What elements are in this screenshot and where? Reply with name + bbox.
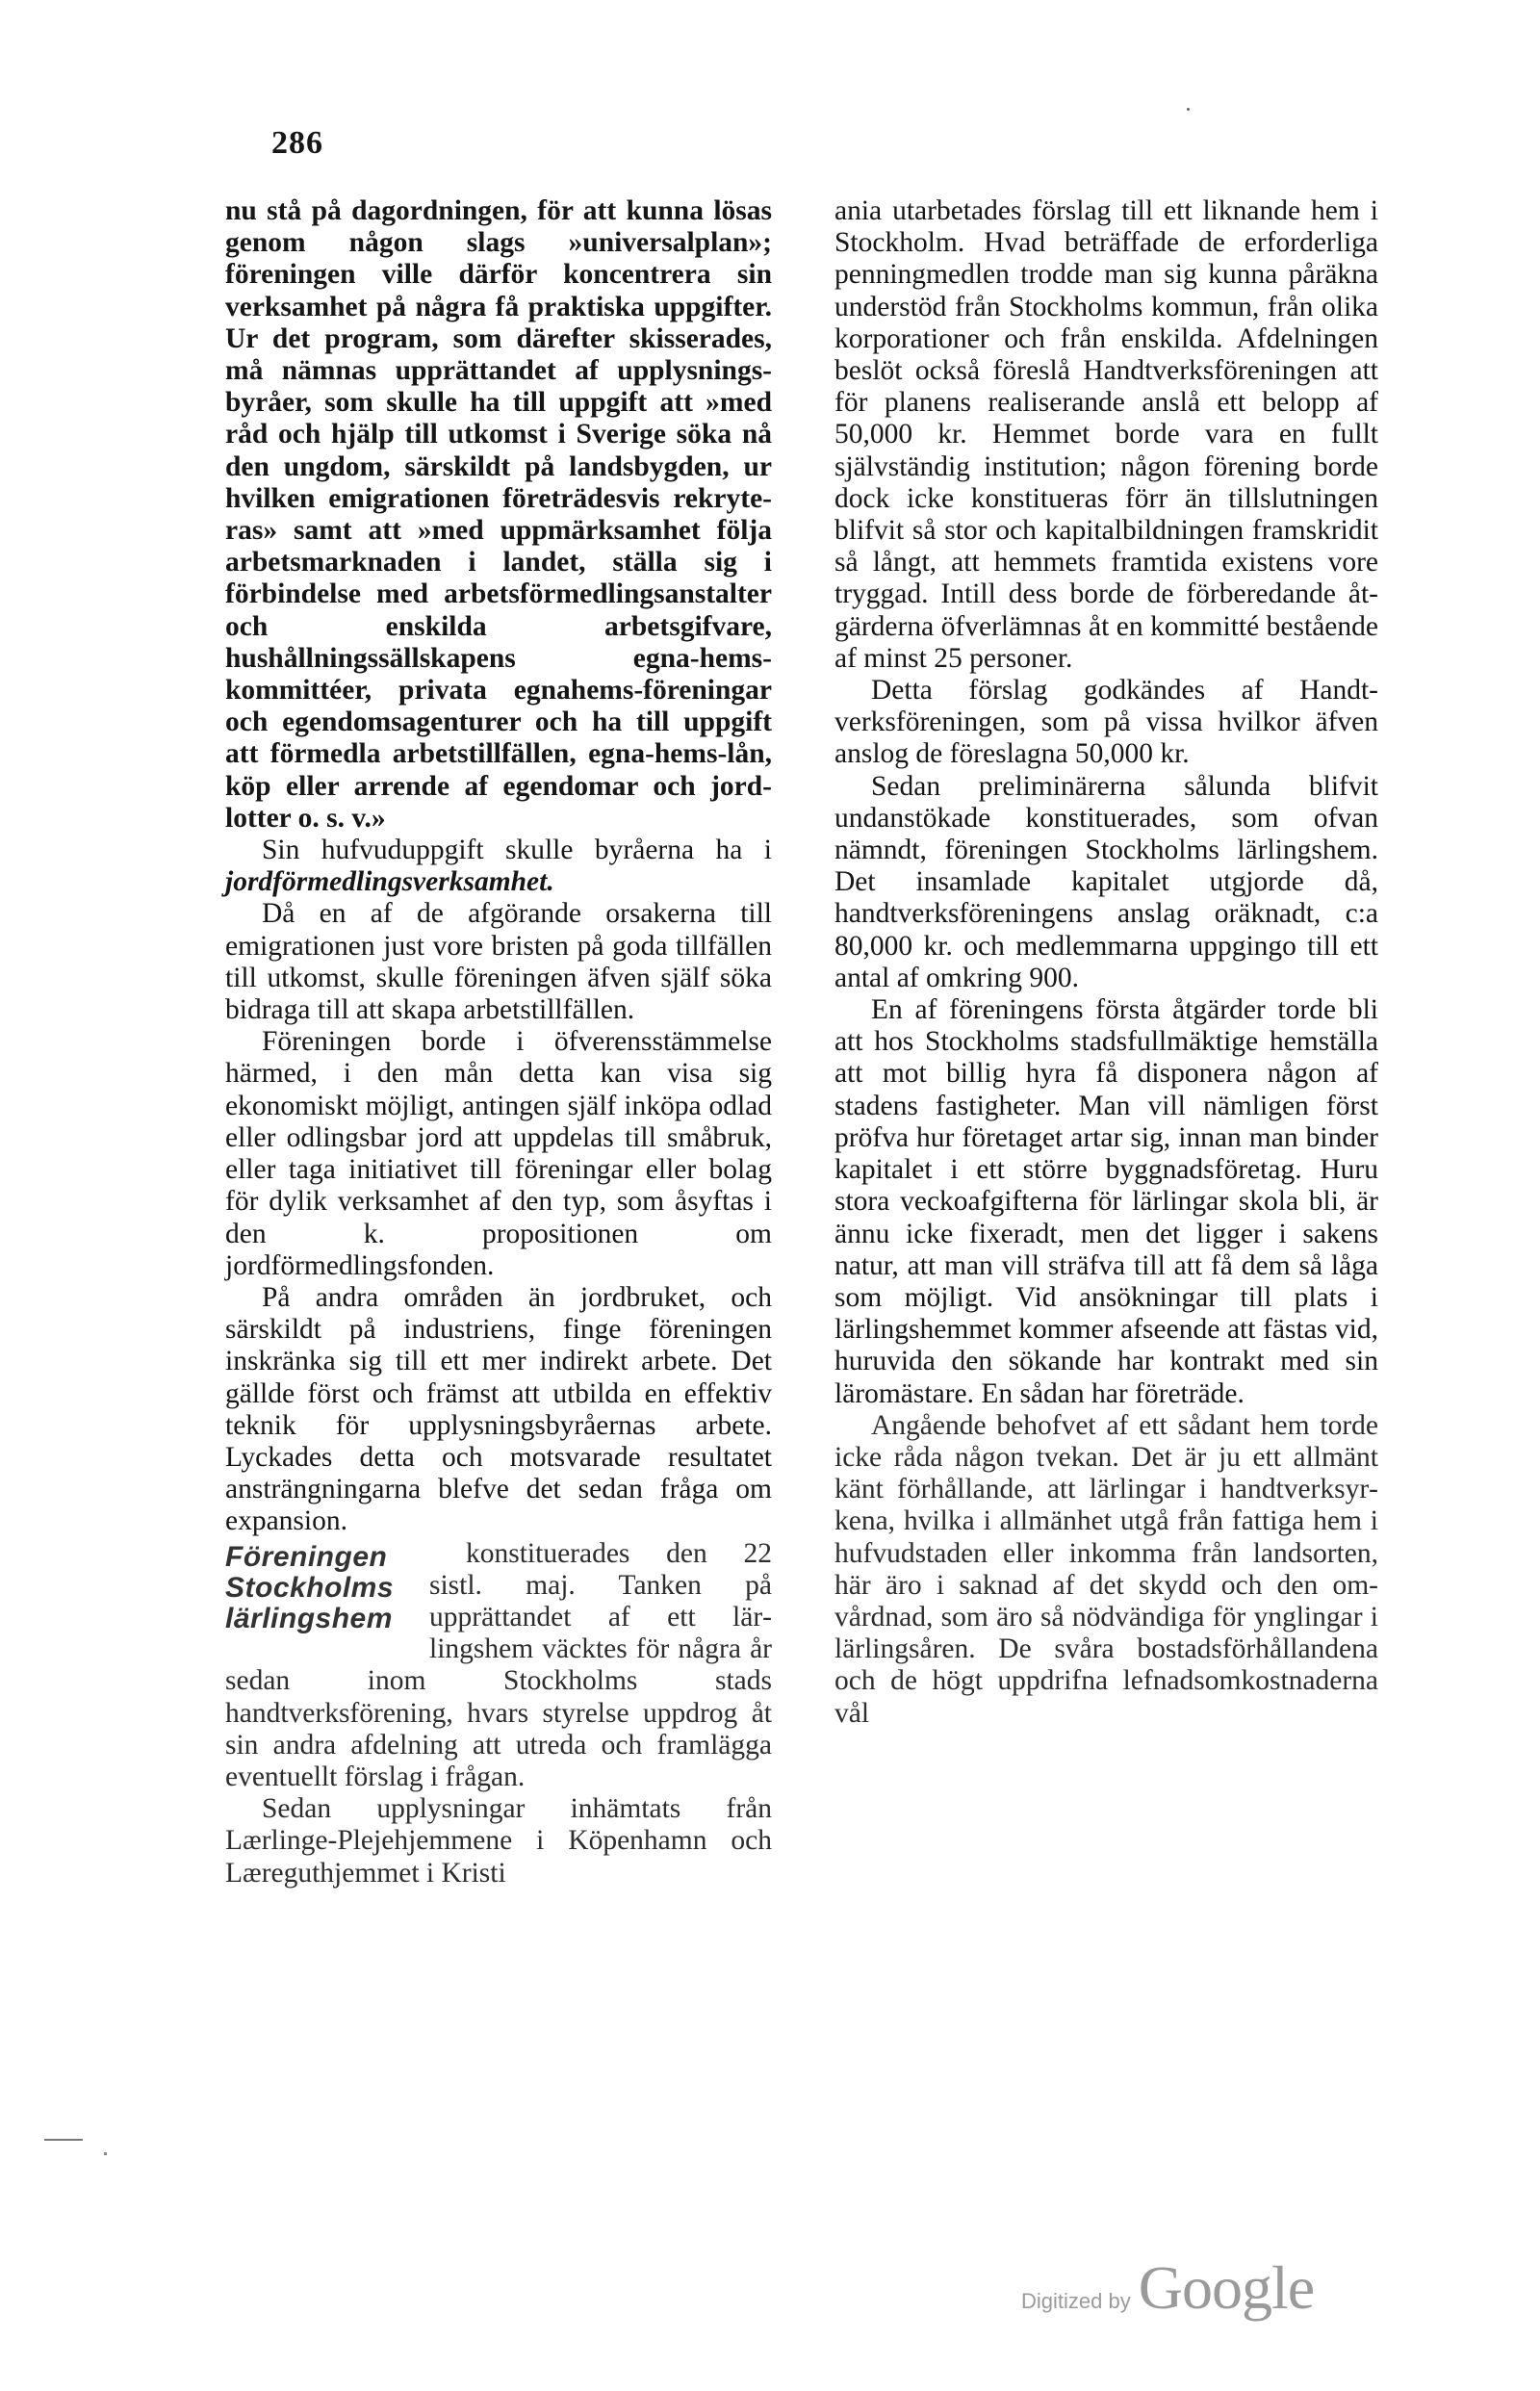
emphasis: jordförmedlingsverksamhet. [225,866,554,898]
google-logo: Google [1138,2253,1315,2322]
paragraph: nu stå på dagordningen, för att kunna lösas genom någon slags »universalplan»; föreningen ville därför koncentrera sin verksamhet på några få praktiska uppgifter. Ur det program, som därefter skisserades, må nämnas upprättandet af upplysningsbyråer, som skulle ha till uppgift att »med råd och hjälp till utkomst i Sverige söka nå den ungdom, särskildt på landsbygden, ur hvilken emigrationen företrädesvis rekryteras» samt att »med uppmärksamhet följa arbetsmarknaden i landet, ställa sig i förbindelse med arbetsförmedlingsanstalter och enskilda arbetsgifvare, hushållningssällskapens egna-hems-kommittéer, privata egnahems-föreningar och egendomsagenturer och ha till uppgift att förmedla arbetstillfällen, egna-hems-lån, köp eller arrende af egendomar och jordlotter o. s. v.» [225,195,772,834]
google-watermark [1021,2252,1314,2324]
speck [1187,108,1190,111]
paragraph: Detta förslag godkändes af Handtverksföreningen, som på vissa hvilkor äfven anslog de föreslagna 50,000 kr. [834,675,1378,770]
paragraph: Då en af de afgörande orsakerna till emigrationen just vore bristen på goda tillfällen till utkomst, skulle föreningen äfven själf söka bidraga till att skapa arbetstillfällen. [225,898,772,1026]
paragraph: Föreningen borde i öfverensstämmelse härmed, i den mån detta kan visa sig ekonomiskt möjligt, antingen själf inköpa odlad eller odlingsbar jord att uppdelas till småbruk, eller taga initiativet till föreningar eller bolag för dylik verksamhet af den typ, som åsyftas i den k. propositionen om jordförmedlingsfonden. [225,1026,772,1281]
paragraph: Sedan upplysningar inhämtats från Lærlinge-Plejehjemmene i Köpenhamn och Læreguthjemmet i Kristi [225,1793,772,1889]
margin-heading-line: Föreningen [225,1540,388,1573]
page-number: 286 [271,125,323,161]
sidenote-paragraph [225,1538,772,1794]
watermark-prefix: Digitized by [1021,2289,1131,2313]
margin-heading-line: lärlingshem [225,1602,393,1634]
scan-speck [104,2152,107,2155]
paragraph: En af föreningens första åtgärder torde bli att hos Stockholms stadsfullmäktige hemställa att mot billig hyra få disponera någon af stadens fastigheter. Man vill nämligen först pröfva hur företaget artar sig, innan man binder kapitalet i ett större byggnadsföretag. Huru stora veckoafgifterna för lärlingar skola bli, är ännu icke fixeradt, men det ligger i sakens natur, att man vill sträfva till att få dem så låga som möjligt. Vid ansökningar till plats i lärlingshemmet kommer afseende att fästas vid, huruvida den sökande har kontrakt med sin läromästare. En sådan har företräde. [834,994,1378,1409]
margin-heading-line: Stockholms [225,1571,395,1604]
paragraph: Angående behofvet af ett sådant hem torde icke råda någon tvekan. Det är ju ett allmänt känt förhållande, att lärlingar i handtverksyrkena, hvilka i allmänhet utgå från fattiga hem i hufvudstaden eller inkomma från landsorten, här äro i saknad af det skydd och den omvårdnad, som äro så nödvändiga för ynglingar i lärlingsåren. De svåra bostadsförhållandena och de högt uppdrifna lefnadsomkostnaderna vål [834,1409,1378,1729]
right-column [834,195,1378,1730]
text-run: Sin hufvuduppgift skulle byråerna ha i [262,835,772,866]
paragraph [225,835,772,898]
paragraph: Sedan preliminärerna sålunda blifvit undanstökade konstituerades, som ofvan nämndt, föreningen Stockholms lärlingshem. Det insamlade kapitalet utgjorde då, handtverksföreningens anslag oräknadt, c:a 80,000 kr. och medlemmarna uppgingo till ett antal af omkring 900. [834,770,1378,993]
paragraph: På andra områden än jordbruket, och särskildt på industriens, finge föreningen inskränka sig till ett mer indirekt arbete. Det gällde först och främst att utbilda en effektiv teknik för upplysningsbyråernas arbete. Lyckades detta och motsvarade resultatet ansträngningarna blefve det sedan fråga om expansion. [225,1281,772,1537]
left-column [225,195,772,1890]
paragraph: ania utarbetades förslag till ett liknande hem i Stockholm. Hvad beträffade de erforderliga penningmedlen trodde man sig kunna påräkna understöd från Stockholms kommun, från olika korporationer och från enskilda. Afdelningen beslöt också föreslå Handtverksföreningen att för planens realiserande anslå ett belopp af 50,000 kr. Hemmet borde vara en fullt självständig institution; någon förening borde dock icke konstitueras förr än tillslutningen blifvit så stor och kapitalbildningen framskridit så långt, att hemmets framtida existens vore tryggad. Intill dess borde de förberedande åtgärderna öfverlämnas åt en kommitté bestående af minst 25 personer. [834,195,1378,674]
paragraph: konstituerades den 22 sistl. maj. Tanken på upprättandet af ett lärlingshem väcktes för några år sedan inom Stockholms stads handtverksförening, hvars styrelse uppdrog åt sin andra afdelning att utreda och framlägga eventuellt förslag i frågan. [225,1537,772,1792]
margin-heading [225,1542,418,1634]
scan-mark [44,2139,83,2141]
